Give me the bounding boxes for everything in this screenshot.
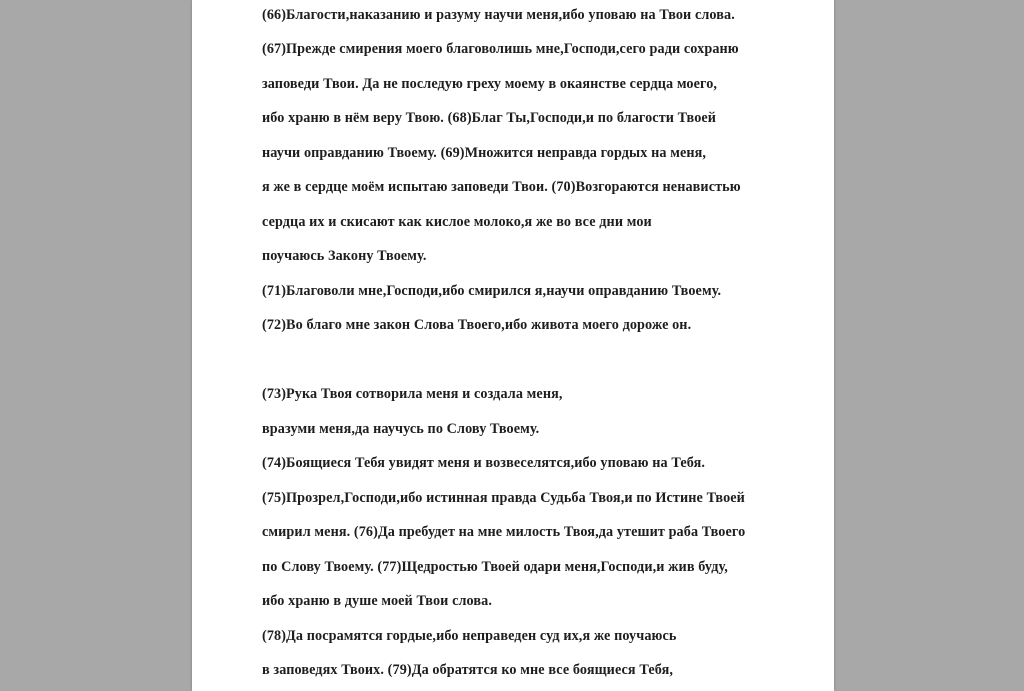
text-line: (72)Во благо мне закон Слова Твоего,ибо живота моего дороже он. [262,317,692,333]
text-line: в заповедях Твоих. (79)Да обратятся ко мне все боящиеся Тебя, [262,662,674,678]
text-line: (67)Прежде смирения моего благоволишь мне,Господи,сего ради сохраню [262,41,739,57]
text-line: (73)Рука Твоя сотворила меня и создала меня, [262,386,563,402]
text-line: (78)Да посрамятся гордые,ибо неправеден суд их,я же поучаюсь [262,628,677,644]
text-line: (71)Благоволи мне,Господи,ибо смирился я,научи оправданию Твоему. [262,283,722,299]
text-line: сердца их и скисают как кислое молоко,я же во все дни мои [262,214,652,230]
text-line: ибо храню в душе моей Твои слова. [262,593,492,609]
text-line: научи оправданию Твоему. (69)Множится неправда гордых на меня, [262,145,707,161]
text-line: (66)Благости,наказанию и разуму научи меня,ибо уповаю на Твои слова. [262,7,735,23]
text-line: смирил меня. (76)Да пребудет на мне милость Твоя,да утешит раба Твоего [262,524,746,540]
text-line: вразуми меня,да научусь по Слову Твоему. [262,421,540,437]
text-line: (75)Прозрел,Господи,ибо истинная правда Судьба Твоя,и по Истине Твоей [262,490,745,506]
document-page [192,0,834,691]
text-line: по Слову Твоему. (77)Щедростью Твоей одари меня,Господи,и жив буду, [262,559,728,575]
text-line: ибо храню в нём веру Твою. (68)Благ Ты,Господи,и по благости Твоей [262,110,717,126]
text-line: (74)Боящиеся Тебя увидят меня и возвеселятся,ибо уповаю на Тебя. [262,455,706,471]
text-line: заповеди Твои. Да не последую греху моему в окаянстве сердца моего, [262,76,718,92]
text-line: поучаюсь Закону Твоему. [262,248,427,264]
text-line: я же в сердце моём испытаю заповеди Твои. (70)Возгораются ненавистью [262,179,741,195]
